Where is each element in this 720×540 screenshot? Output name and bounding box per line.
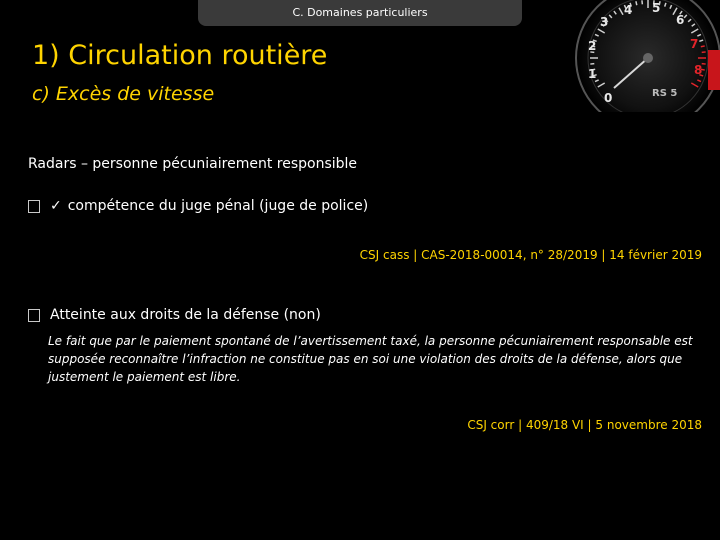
gauge-number: 0 — [604, 91, 613, 105]
gauge-number: 7 — [690, 37, 699, 51]
slide-title: 1) Circulation routière — [32, 40, 328, 71]
bullet-item — [28, 198, 368, 214]
gauge-number: 6 — [676, 13, 685, 27]
bullet-box-icon — [28, 200, 40, 213]
citation: CSJ corr | 409/18 VI | 5 novembre 2018 — [467, 418, 702, 432]
quote-text: Le fait que par le paiement spontané de l’avertissement taxé, la personne pécuniairement responsable est supposée reconnaître l’infraction ne constitue pas en soi une violation des droits de la défense, alors que justement le paiement est libre. — [48, 334, 693, 384]
gauge-center-text: RS 5 — [652, 88, 678, 99]
section-tab: C. Domaines particuliers — [198, 0, 522, 26]
bullet-item — [28, 307, 321, 323]
speedometer-image — [548, 0, 720, 112]
check-icon: ✓ — [50, 198, 62, 214]
bullet-text: Atteinte aux droits de la défense (non) — [50, 307, 321, 323]
gauge-number: 3 — [600, 15, 609, 29]
slide-content — [0, 112, 720, 540]
slide-header — [0, 0, 720, 112]
slide-subtitle: c) Excès de vitesse — [32, 83, 215, 105]
gauge-number: 2 — [588, 39, 597, 53]
gauge-tick — [701, 46, 705, 47]
gauge-number: 8 — [694, 63, 703, 77]
citation: CSJ cass | CAS-2018-00014, n° 28/2019 | 14 février 2019 — [359, 248, 702, 262]
gauge-number: 4 — [624, 3, 633, 17]
gauge-number: 1 — [588, 67, 597, 81]
gauge-number: 5 — [652, 1, 661, 15]
gauge-tick — [636, 1, 637, 5]
bullet-text: compétence du juge pénal (juge de police) — [67, 198, 369, 214]
section-heading: Radars – personne pécuniairement responsible — [28, 156, 358, 172]
bullet-box-icon — [28, 309, 40, 322]
